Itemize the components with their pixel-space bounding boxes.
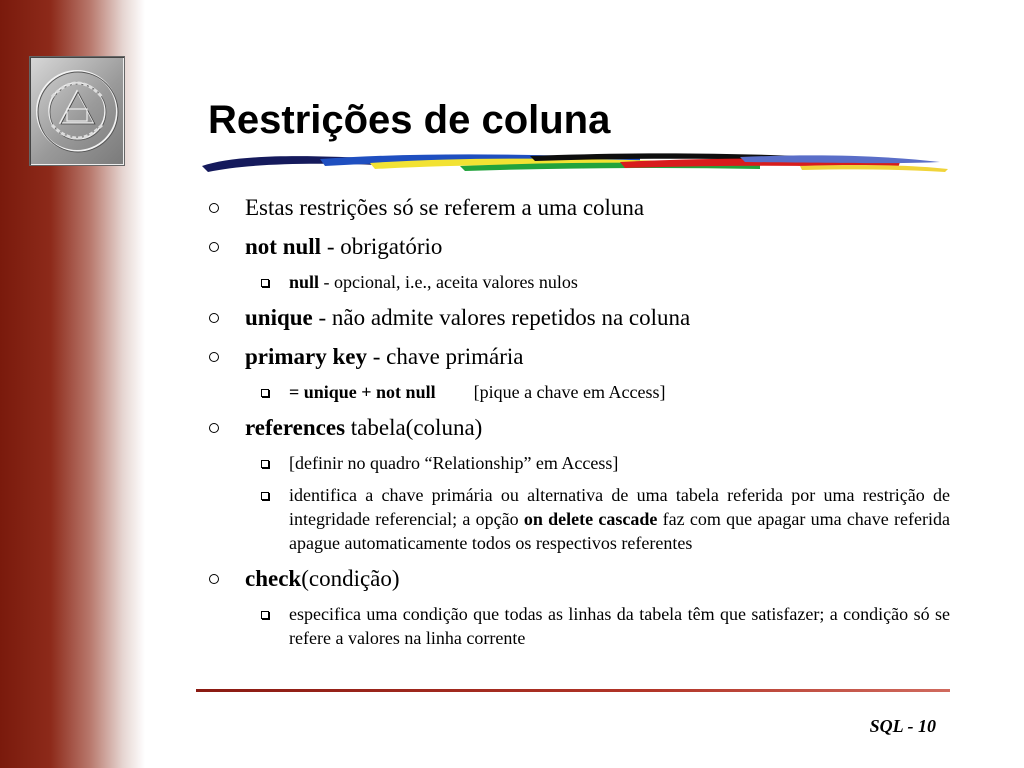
square-bullet-icon [257,483,289,507]
text-run: Estas restrições só se referem a uma coluna [245,195,645,220]
sub-bullet-item [205,451,950,475]
bullet-text [289,380,950,404]
square-bullet-icon [257,270,289,294]
bullet-text [289,483,950,555]
bullet-item [205,342,950,372]
text-run: faz com que apagar uma chave referida apague automaticamente todos os respectivos referentes [289,509,950,553]
square-bullet-icon [257,602,289,626]
bullet-text [245,303,950,333]
text-run: (condição) [301,566,400,591]
bold-keyword: unique [245,305,313,330]
footer-divider-line [196,689,950,692]
bullet-text [245,232,950,262]
bullet-text [245,413,950,443]
bullet-text [289,451,950,475]
bullet-text [245,342,950,372]
bullet-item [205,232,950,262]
brushstroke-divider [200,150,952,180]
bullet-text [245,564,950,594]
bold-keyword: references [245,415,346,440]
bullet-text [289,270,950,294]
text-run: [definir no quadro “Relationship” em Access] [289,453,619,473]
text-run: - obrigatório [321,234,443,259]
sub-bullet-item [205,380,950,404]
seal-icon [30,57,124,165]
text-run: tabela(coluna) [345,415,483,440]
text-run: [pique a chave em Access] [473,382,666,402]
university-seal-logo [29,56,125,166]
text-run: - não admite valores repetidos na coluna [312,305,691,330]
text-run: - opcional, i.e., aceita valores nulos [319,272,578,292]
circle-bullet-icon [205,193,245,223]
slide-title: Restrições de coluna [208,98,611,142]
bold-keyword: = unique + not null [289,382,436,402]
sub-bullet-item [205,483,950,555]
bullet-item [205,193,950,223]
circle-bullet-icon [205,342,245,372]
bold-keyword: check [245,566,302,591]
square-bullet-icon [257,451,289,475]
bullet-item [205,303,950,333]
circle-bullet-icon [205,232,245,262]
bold-keyword: not null [245,234,322,259]
text-run: especifica uma condição que todas as linhas da tabela têm que satisfazer; a condição só se refere a valores na linha corrente [289,604,950,648]
slide-page-label: SQL - 10 [869,716,936,736]
text-run: identifica a chave primária ou alternativa de uma tabela referida por uma restrição de integridade referencial; a opção [289,485,950,529]
bullet-item [205,564,950,594]
bold-keyword: null [289,272,320,292]
sub-bullet-item [205,602,950,650]
text-run: - chave primária [367,344,524,369]
circle-bullet-icon [205,413,245,443]
circle-bullet-icon [205,303,245,333]
bold-keyword: on delete cascade [523,509,658,529]
bullet-text [245,193,950,223]
circle-bullet-icon [205,564,245,594]
bold-keyword: primary key [245,344,368,369]
bullet-text [289,602,950,650]
bullet-list [205,184,950,650]
bullet-item [205,413,950,443]
square-bullet-icon [257,380,289,404]
sub-bullet-item [205,270,950,294]
